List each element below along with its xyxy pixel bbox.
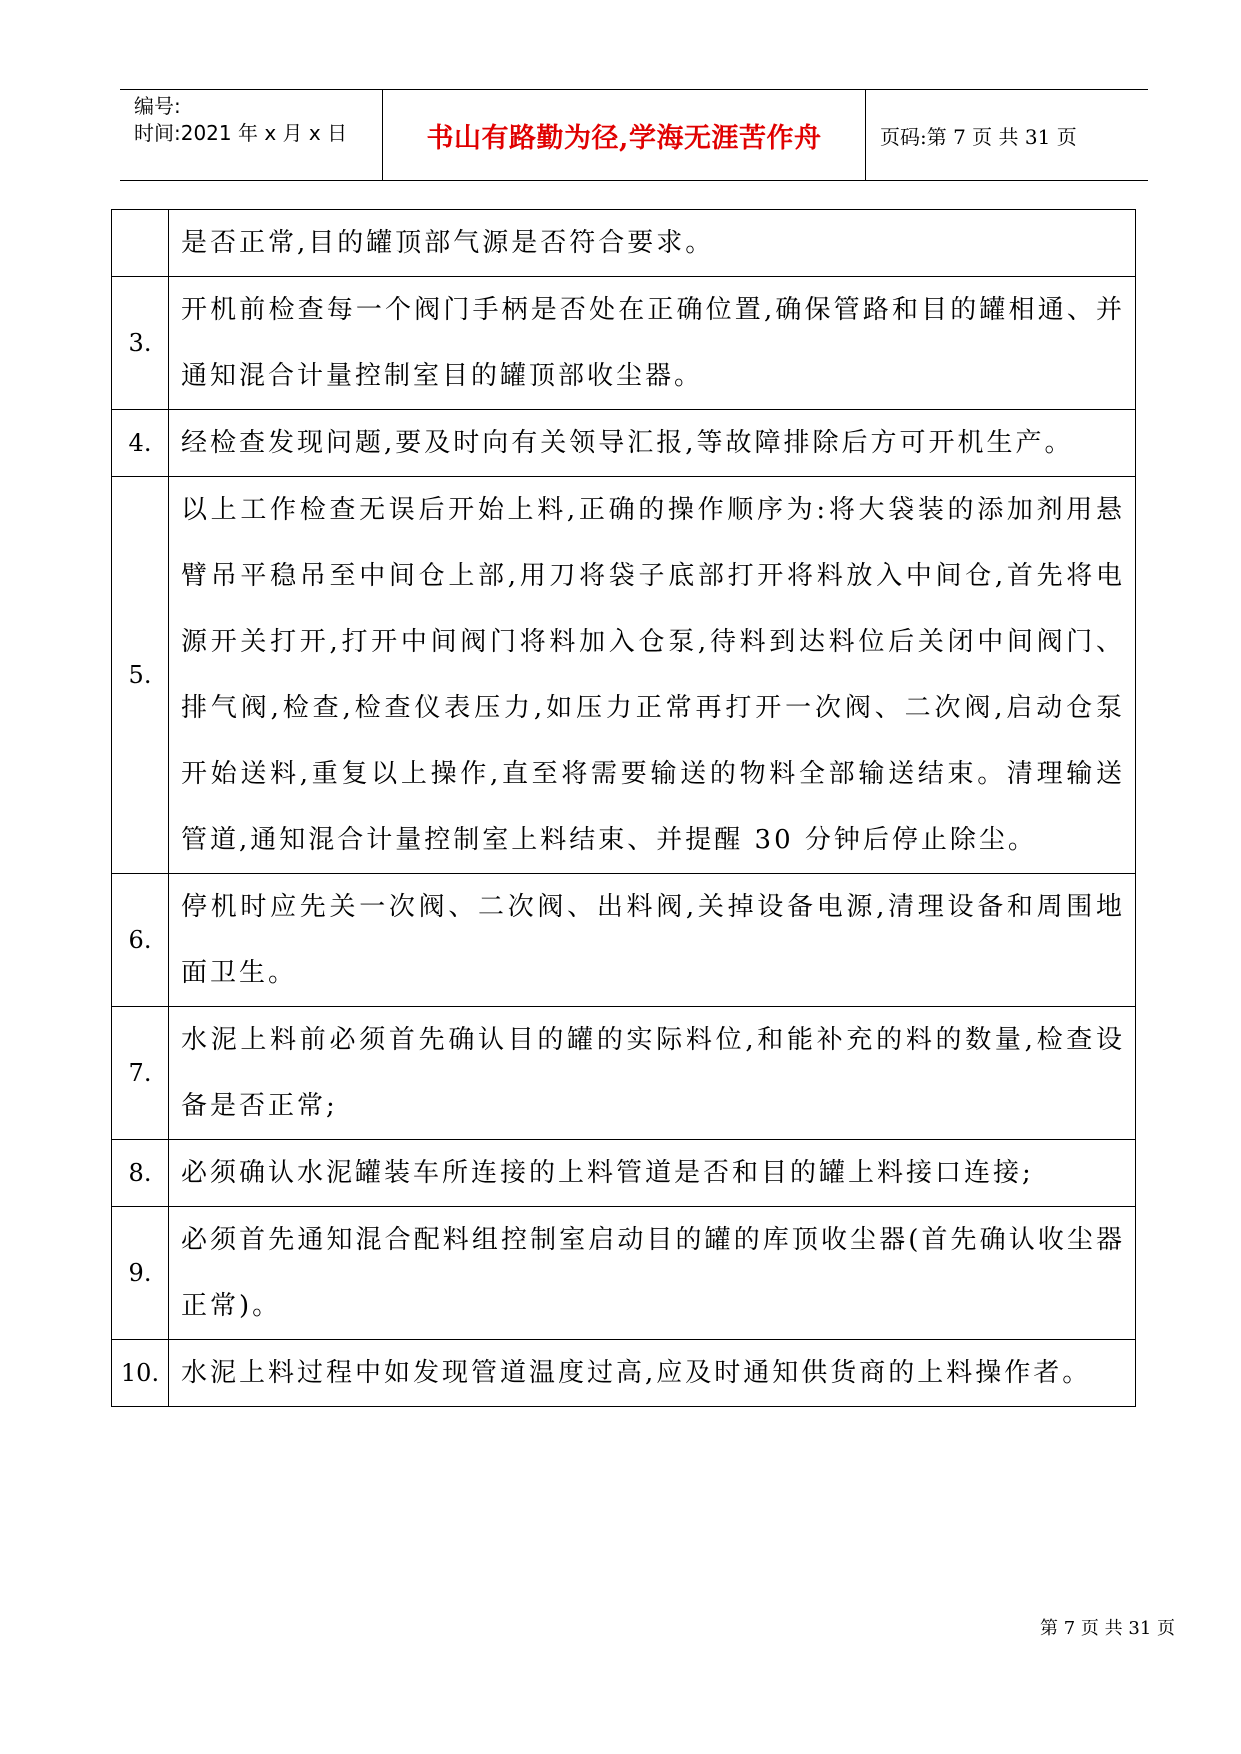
step-text: 是否正常,目的罐顶部气源是否符合要求。 [169, 210, 1136, 277]
step-number: 4. [112, 410, 169, 477]
table-row [112, 1007, 1136, 1140]
step-number [112, 210, 169, 277]
step-number: 9. [112, 1207, 169, 1340]
step-text: 开机前检查每一个阀门手柄是否处在正确位置,确保管路和目的罐相通、并通知混合计量控制室目的罐顶部收尘器。 [169, 277, 1136, 410]
header-page-info: 页码:第 7 页 共 31 页 [880, 124, 1077, 149]
table-row [112, 210, 1136, 277]
step-text: 经检查发现问题,要及时向有关领导汇报,等故障排除后方可开机生产。 [169, 410, 1136, 477]
page-header [120, 89, 1148, 181]
header-motto: 书山有路勤为径,学海无涯苦作舟 [426, 122, 822, 154]
document-time-label: 时间:2021 年 x 月 x 日 [134, 121, 348, 145]
table-row [112, 477, 1136, 874]
table-row [112, 1340, 1136, 1407]
document-number-label: 编号: [134, 94, 181, 118]
step-text: 必须确认水泥罐装车所连接的上料管道是否和目的罐上料接口连接; [169, 1140, 1136, 1207]
table-row [112, 874, 1136, 1007]
step-text: 以上工作检查无误后开始上料,正确的操作顺序为:将大袋装的添加剂用悬臂吊平稳吊至中间仓上部,用刀将袋子底部打开将料放入中间仓,首先将电源开关打开,打开中间阀门将料加入仓泵,待料到达料位后关闭中间阀门、排气阀,检查,检查仪表压力,如压力正常再打开一次阀、二次阀,启动仓泵开始送料,重复以上操作,直至将需要输送的物料全部输送结束。清理输送管道,通知混合计量控制室上料结束、并提醒 30 分钟后停止除尘。 [169, 477, 1136, 874]
step-number: 6. [112, 874, 169, 1007]
table-row [112, 410, 1136, 477]
procedure-table [111, 209, 1136, 1407]
step-number: 10. [112, 1340, 169, 1407]
step-number: 3. [112, 277, 169, 410]
page-footer: 第 7 页 共 31 页 [1040, 1618, 1175, 1639]
step-number: 5. [112, 477, 169, 874]
table-row [112, 277, 1136, 410]
step-number: 8. [112, 1140, 169, 1207]
step-text: 水泥上料过程中如发现管道温度过高,应及时通知供货商的上料操作者。 [169, 1340, 1136, 1407]
step-text: 必须首先通知混合配料组控制室启动目的罐的库顶收尘器(首先确认收尘器正常)。 [169, 1207, 1136, 1340]
step-text: 水泥上料前必须首先确认目的罐的实际料位,和能补充的料的数量,检查设备是否正常; [169, 1007, 1136, 1140]
step-number: 7. [112, 1007, 169, 1140]
header-meta [120, 90, 382, 180]
step-text: 停机时应先关一次阀、二次阀、出料阀,关掉设备电源,清理设备和周围地面卫生。 [169, 874, 1136, 1007]
table-row [112, 1207, 1136, 1340]
header-divider [865, 90, 866, 180]
table-row [112, 1140, 1136, 1207]
